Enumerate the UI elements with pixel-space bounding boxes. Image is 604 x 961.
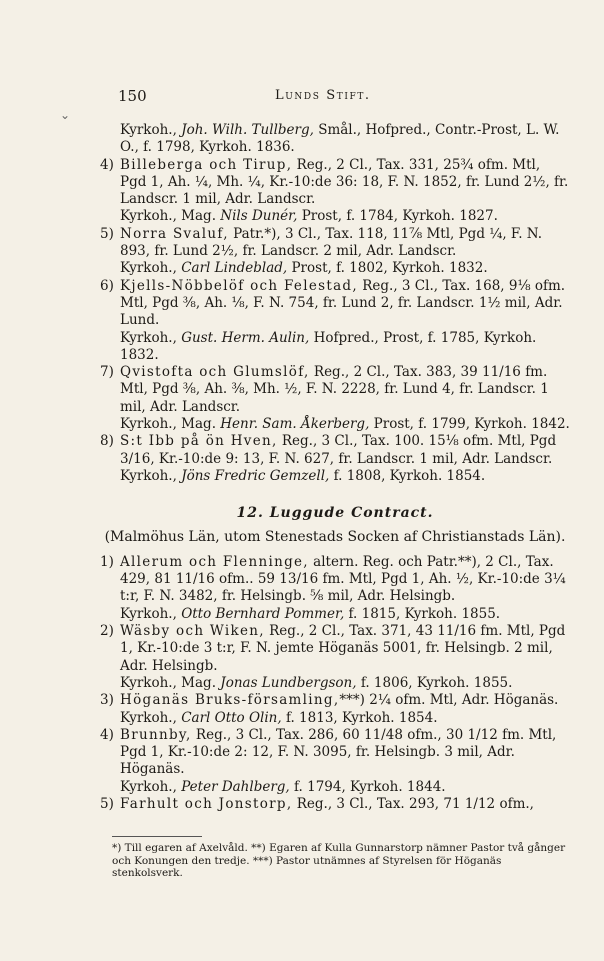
footnotes: *) Till egaren af Axelvåld. **) Egaren af Kulla Gunnarstorp nämner Pastor två gånger och Konungen den tredje. ***) Pastor utnämnes af Styrelsen för Höganäs stenkolsverk. — [112, 842, 566, 879]
kyrkoherde-line: Kyrkoh., Jöns Fredric Gemzell, f. 1808, Kyrkoh. 1854. — [120, 467, 486, 484]
footnote-rule — [112, 836, 202, 837]
entry-number: 4) — [100, 156, 114, 173]
parish-entry — [100, 278, 570, 330]
parish-name: Norra Svaluf, — [120, 225, 229, 242]
kyrkoherde-line: Kyrkoh., Joh. Wilh. Tullberg, Smål., Hofpred., Contr.-Prost, L. W. O., f. 1798, Kyrkoh. 1836. — [120, 122, 560, 156]
kyrkoherde-line: Kyrkoh., Mag. Jonas Lundbergson, f. 1806, Kyrkoh. 1855. — [120, 674, 513, 691]
parish-entry — [100, 226, 570, 261]
parish-name: Allerum och Flenninge, — [120, 553, 309, 570]
parish-entry — [100, 727, 570, 779]
parish-name: Farhult och Jonstorp, — [120, 795, 293, 812]
parish-entry — [100, 157, 570, 209]
parish-entry — [100, 623, 570, 675]
kyrkoherde-line: Kyrkoh., Mag. Henr. Sam. Åkerberg, Prost, f. 1799, Kyrkoh. 1842. — [120, 416, 570, 433]
parish-name: S:t Ibb på ön Hven, — [120, 433, 278, 450]
entry-number: 5) — [100, 225, 114, 242]
kyrkoherde-line: Kyrkoh., Carl Otto Olin, f. 1813, Kyrkoh. 1854. — [120, 709, 438, 726]
parish-details: Reg., 2 Cl., Tax. 383, 39 11/16 fm. Mtl, Pgd ⅜, Ah. ⅜, Mh. ½, F. N. 2228, fr. Lund 4, fr. Landscr. 1 mil, Adr. Landscr. — [120, 364, 549, 415]
parish-name: Kjells-Nöbbelöf och Felestad, — [120, 277, 358, 294]
page-number: 150 — [118, 87, 147, 105]
parish-entry — [100, 692, 570, 709]
parish-details: altern. Reg. och Patr.**), 2 Cl., Tax. 429, 81 11/16 ofm.. 59 13/16 fm. Mtl, Pgd 1, Ah. ½, Kr.-10:de 3¼ t:r, F. N. 3482, fr. Helsingb. ⅝ mil, Adr. Helsingb. — [120, 553, 566, 605]
parish-details: Reg., 3 Cl., Tax. 100. 15⅛ ofm. Mtl, Pgd 3/16, Kr.-10:de 9: 13, F. N. 627, fr. Landscr. 1 mil, Adr. Landscr. — [120, 433, 557, 467]
parish-name: Qvistofta och Glumslöf, — [120, 364, 310, 381]
parish-details: Reg., 3 Cl., Tax. 168, 9⅛ ofm. Mtl, Pgd ⅜, Ah. ⅛, F. N. 754, fr. Lund 2, fr. Landscr. 1½ mil, Adr. Lund. — [120, 277, 566, 329]
section-title: 12. Luggude Contract. — [236, 505, 434, 522]
entry-number: 4) — [100, 726, 114, 743]
parish-details: Reg., 2 Cl., Tax. 331, 25¾ ofm. Mtl, Pgd 1, Ah. ¼, Mh. ¼, Kr.-10:de 36: 18, F. N. 1852, fr. Lund 2½, fr. Landscr. 1 mil, Adr. Landscr. — [120, 156, 569, 208]
parish-entry — [100, 554, 570, 606]
kyrkoherde-line: Kyrkoh., Otto Bernhard Pommer, f. 1815, Kyrkoh. 1855. — [120, 605, 501, 622]
entry-number: 3) — [100, 692, 114, 709]
parish-details: Patr.*), 3 Cl., Tax. 118, 11⅞ Mtl, Pgd ¼, F. N. 893, fr. Lund 2½, fr. Landscr. 2 mil, Adr. Landscr. — [120, 225, 543, 260]
parish-name: Billeberga och Tirup, — [120, 156, 293, 173]
entry-number: 2) — [100, 623, 114, 640]
parish-details: Reg., 3 Cl., Tax. 286, 60 11/48 ofm., 30 1/12 fm. Mtl, Pgd 1, Kr.-10:de 2: 12, F. N. 3095, fr. Helsingb. 3 mil, Adr. Höganäs. — [120, 726, 557, 778]
parish-entry — [100, 796, 570, 813]
parish-name: Wäsby och Wiken, — [120, 623, 265, 640]
entry-number: 5) — [100, 795, 114, 812]
parish-name: Brunnby, — [120, 726, 192, 743]
kyrkoherde-line: Kyrkoh., Gust. Herm. Aulin, Hofpred., Prost, f. 1785, Kyrkoh. 1832. — [120, 329, 537, 363]
parish-details: Reg., 2 Cl., Tax. 371, 43 11/16 fm. Mtl, Pgd 1, Kr.-10:de 3 t:r, F. N. jemte Höganäs 5001, fr. Helsingb. 2 mil, Adr. Helsingb. — [120, 623, 566, 674]
parish-entry — [100, 433, 570, 468]
entry-number: 1) — [100, 553, 114, 570]
page-header — [115, 87, 570, 107]
margin-mark: ⌄ — [60, 108, 71, 122]
section-subtitle: (Malmöhus Län, utom Stenestads Socken af Christianstads Län). — [104, 528, 566, 545]
entry-number: 7) — [100, 364, 114, 381]
parish-name: Höganäs Bruks-församling, — [120, 692, 340, 709]
parish-entry — [100, 364, 570, 416]
running-head: Lunds Stift. — [275, 88, 371, 103]
parish-details: Reg., 3 Cl., Tax. 293, 71 1/12 ofm., — [292, 795, 534, 812]
parish-details: ***) 2¼ ofm. Mtl, Adr. Höganäs. — [339, 692, 559, 709]
kyrkoherde-line: Kyrkoh., Peter Dahlberg, f. 1794, Kyrkoh. 1844. — [120, 778, 446, 795]
entry-number: 6) — [100, 277, 114, 294]
kyrkoherde-line: Kyrkoh., Carl Lindeblad, Prost, f. 1802, Kyrkoh. 1832. — [120, 260, 488, 277]
kyrkoherde-line: Kyrkoh., Mag. Nils Dunér, Prost, f. 1784, Kyrkoh. 1827. — [120, 208, 498, 225]
body-text — [100, 122, 570, 813]
entry-number: 8) — [100, 433, 114, 450]
